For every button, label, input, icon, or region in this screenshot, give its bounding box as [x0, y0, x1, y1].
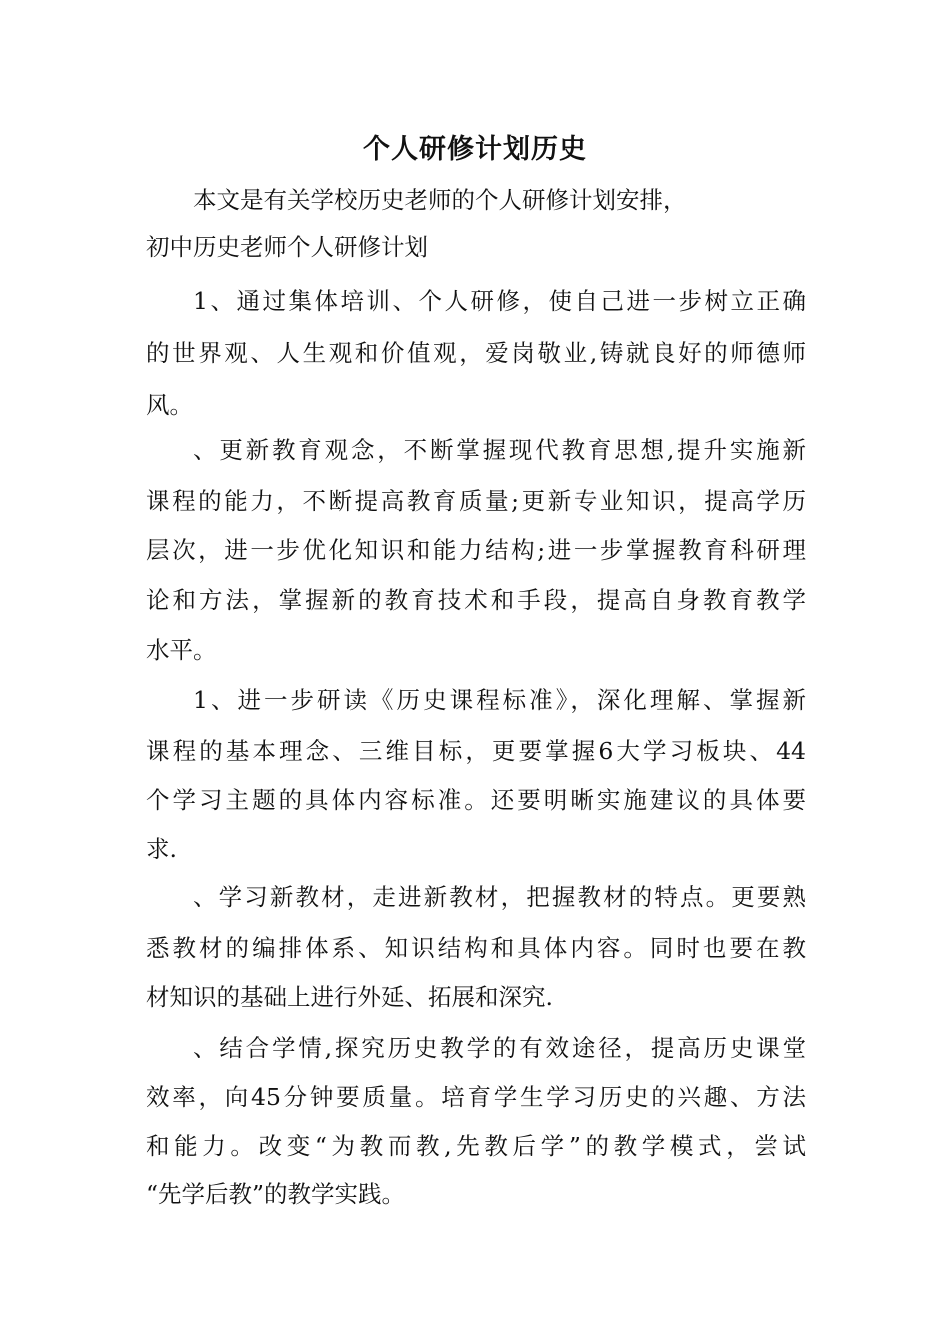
document-title: 个人研修计划历史 — [363, 134, 587, 165]
paragraph-line: 论和方法，掌握新的教育技术和手段，提高自身教育教学 — [146, 586, 806, 614]
paragraph-line: 效率，向45分钟要质量。培育学生学习历史的兴趣、方法 — [146, 1083, 806, 1111]
paragraph-line: 风。 — [146, 391, 193, 419]
paragraph-line: 课程的能力，不断提高教育质量;更新专业知识，提高学历 — [146, 487, 806, 515]
paragraph-line: 、更新教育观念，不断掌握现代教育思想,提升实施新 — [193, 436, 806, 464]
intro-line: 本文是有关学校历史老师的个人研修计划安排， — [193, 186, 687, 214]
paragraph-line: 悉教材的编排体系、知识结构和具体内容。同时也要在教 — [146, 934, 806, 962]
paragraph-line: 材知识的基础上进行外延、拓展和深究. — [146, 983, 553, 1011]
paragraph-line: 1、通过集体培训、个人研修，使自己进一步树立正确 — [193, 287, 806, 315]
paragraph-line: 课程的基本理念、三维目标，更要掌握6大学习板块、44 — [146, 737, 806, 765]
paragraph-line: 的世界观、人生观和价值观，爱岗敬业,铸就良好的师德师 — [146, 339, 806, 367]
subtitle-line: 初中历史老师个人研修计划 — [146, 233, 428, 261]
paragraph-line: 个学习主题的具体内容标准。还要明晰实施建议的具体要 — [146, 786, 806, 814]
paragraph-line: 水平。 — [146, 636, 217, 664]
paragraph-line: 求. — [146, 835, 177, 863]
paragraph-line: 和能力。改变“为教而教,先教后学”的教学模式，尝试 — [146, 1132, 806, 1160]
paragraph-line: 、学习新教材，走进新教材，把握教材的特点。更要熟 — [193, 883, 806, 911]
paragraph-line: “先学后教”的教学实践。 — [146, 1180, 406, 1208]
paragraph-line: 层次，进一步优化知识和能力结构;进一步掌握教育科研理 — [146, 536, 806, 564]
paragraph-line: 、结合学情,探究历史教学的有效途径，提高历史课堂 — [193, 1034, 806, 1062]
paragraph-line: 1、进一步研读《历史课程标准》，深化理解、掌握新 — [193, 686, 806, 714]
